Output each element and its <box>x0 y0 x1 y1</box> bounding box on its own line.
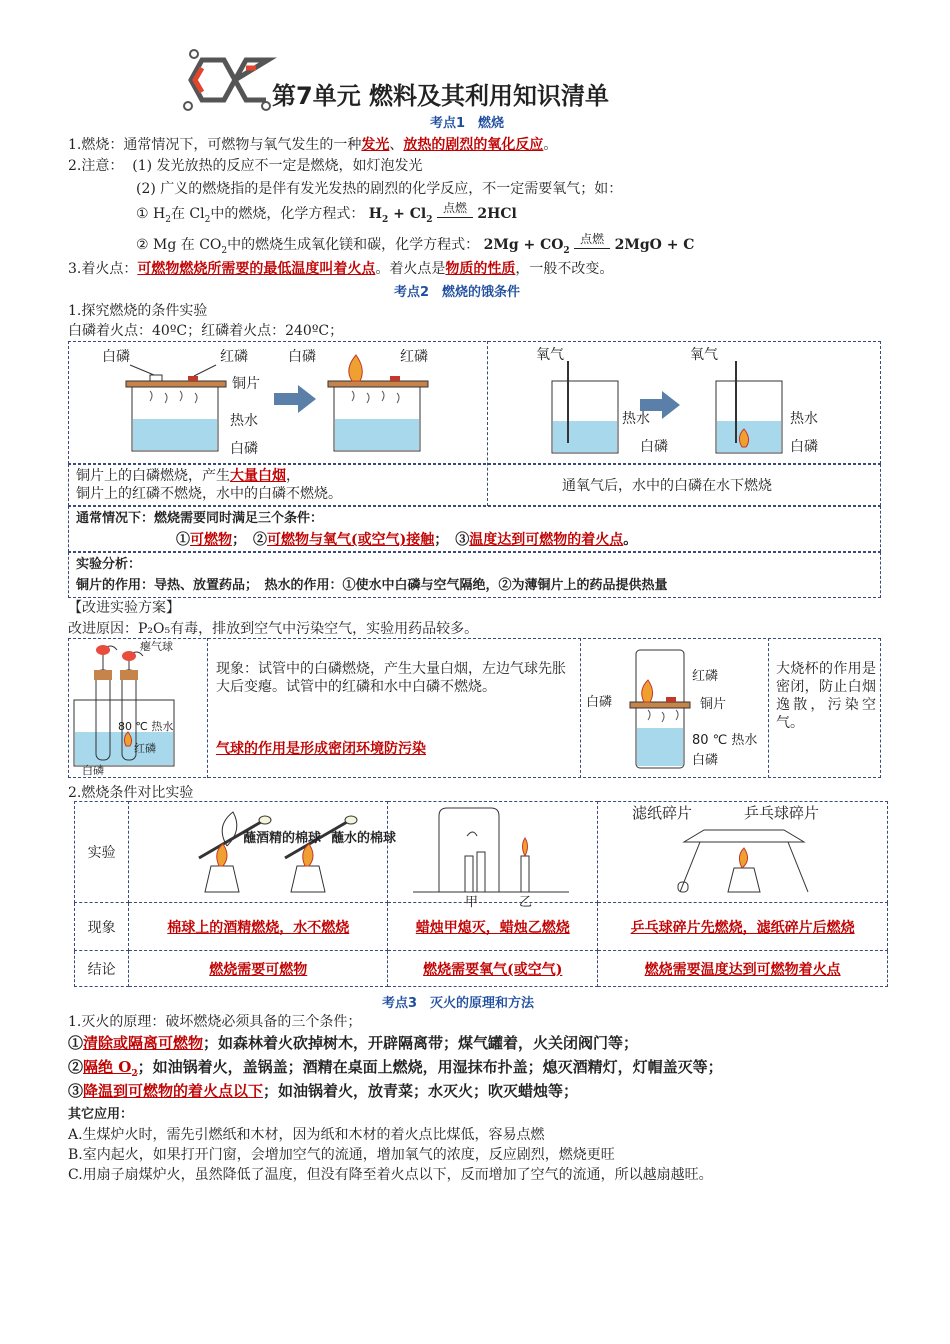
other-app-a: A.生煤炉火时，需先引燃纸和木材，因为纸和木材的着火点比煤低，容易点燃 <box>68 1127 545 1143</box>
comparison-title: 2.燃烧条件对比实验 <box>68 785 194 801</box>
method-1: ①清除或隔离可燃物；如森林着火砍掉树木，开辟隔离带；煤气罐着，火关闭阀门等； <box>68 1034 639 1052</box>
conditions-title: 通常情况下：燃烧需要同时满足三个条件： <box>76 511 324 526</box>
beaker-role: 大烧杯的作用是密闭，防止白烟逸散，污染空气。 <box>776 661 876 731</box>
svg-text:白磷: 白磷 <box>230 441 258 457</box>
extinguish-principle: 1.灭火的原理：破坏燃烧必须具备的三个条件； <box>68 1014 362 1030</box>
line-h2-cl2: ① $H_2$在 $Cl_2$中的燃烧，化学方程式： $H_2 + Cl_2$ 点燃 2HCl <box>136 201 517 225</box>
analysis-text: 铜片的作用：导热、放置药品； 热水的作用：①使水中白磷与空气隔绝，②为薄铜片上的药品提供热量 <box>76 578 668 593</box>
divider <box>768 638 769 778</box>
test-tube-figure <box>70 640 206 776</box>
beaker-experiment-figure <box>584 640 766 776</box>
improved-observation: 现象：试管中的白磷燃烧，产生大量白烟，左边气球先胀大后变瘪。试管中的红磷和水中白磷不燃烧。 <box>216 661 566 695</box>
svg-text:白磷: 白磷 <box>692 753 719 768</box>
svg-text:铜片: 铜片 <box>700 697 727 712</box>
conclusion-alcohol: 燃烧需要可燃物 <box>129 951 388 987</box>
svg-text:蘸酒精的棉球: 蘸酒精的棉球 <box>243 831 322 846</box>
result-pingpong: 乒乓球碎片先燃烧，滤纸碎片后燃烧 <box>598 903 888 951</box>
svg-text:白磷: 白磷 <box>586 695 613 710</box>
other-apps-title: 其它应用： <box>68 1107 134 1122</box>
row-label-conclusion: 结论 <box>75 951 129 987</box>
svg-text:蘸水的棉球: 蘸水的棉球 <box>331 831 397 846</box>
page-title: 第7单元 燃料及其利用知识清单 <box>272 82 610 110</box>
copper-plate-experiment-figure <box>70 343 484 463</box>
other-app-c: C.用扇子扇煤炉火，虽然降低了温度，但没有降至着火点以下，反而增加了空气的流通，所以越扇越旺。 <box>68 1167 713 1183</box>
balloon-role: 气球的作用是形成密闭环境防污染 <box>216 741 426 757</box>
line-mg-co2: ② Mg 在 $CO_2$中的燃烧生成氧化镁和碳，化学方程式： $2Mg + CO_2$ 点燃 2MgO + C <box>136 232 695 256</box>
svg-text:红磷: 红磷 <box>692 669 719 684</box>
method-2: ②隔绝 $O_2$；如油锅着火，盖锅盖；酒精在桌面上燃烧，用湿抹布扑盖；熄灭酒精灯，灯帽盖灭等； <box>68 1058 723 1079</box>
paper-pingpong-figure <box>598 802 888 903</box>
analysis-title: 实验分析： <box>76 557 142 572</box>
section-1-heading: 考点1 燃烧 <box>430 116 505 131</box>
line-notes: 2.注意： (1) 发光放热的反应不一定是燃烧，如灯泡发光 <box>68 158 423 174</box>
svg-text:红磷: 红磷 <box>134 742 156 755</box>
row-label-phenomenon: 现象 <box>75 903 129 951</box>
svg-text:甲: 甲 <box>464 895 478 910</box>
section-2-heading: 考点2 燃烧的饿条件 <box>394 285 521 300</box>
line-combustion-def: 1.燃烧：通常情况下，可燃物与氧气发生的一种发光、放热的剧烈的氧化反应。 <box>68 137 558 153</box>
svg-text:热水: 热水 <box>230 413 258 429</box>
divider <box>580 638 581 778</box>
result-alcohol: 棉球上的酒精燃烧，水不燃烧 <box>129 903 388 951</box>
candle-figure <box>388 802 598 910</box>
svg-text:铜片: 铜片 <box>232 376 260 392</box>
line-ignition-points: 白磷着火点：40ºC；红磷着火点：240ºC； <box>68 323 344 339</box>
observation-right: 通氧气后，水中的白磷在水下燃烧 <box>562 478 772 494</box>
oxygen-experiment-figure <box>490 343 878 463</box>
result-candle: 蜡烛甲熄灭，蜡烛乙燃烧 <box>388 903 598 951</box>
improved-title: 【改进实验方案】 <box>68 600 180 616</box>
line-note-2: (2) 广义的燃烧指的是伴有发光发热的剧烈的化学反应，不一定需要氧气；如： <box>136 181 623 197</box>
svg-text:乒乓球碎片: 乒乓球碎片 <box>743 804 819 822</box>
svg-text:滤纸碎片: 滤纸碎片 <box>631 804 692 822</box>
svg-text:热水: 热水 <box>622 411 650 427</box>
improved-reason: 改进原因：P₂O₅有毒，排放到空气中污染空气，实验用药品较多。 <box>68 621 479 637</box>
svg-text:白磷: 白磷 <box>640 439 668 455</box>
observation-left: 铜片上的白磷燃烧，产生大量白烟， 铜片上的红磷不燃烧，水中的白磷不燃烧。 <box>76 468 342 502</box>
comparison-table <box>74 801 888 987</box>
hexagon-logo-icon <box>180 48 272 114</box>
section-3-heading: 考点3 灭火的原理和方法 <box>382 996 535 1011</box>
svg-text:白磷: 白磷 <box>82 764 104 777</box>
svg-text:80 ℃ 热水: 80 ℃ 热水 <box>118 720 174 733</box>
conditions-list: ①可燃物； ②可燃物与氧气(或空气)接触； ③温度达到可燃物的着火点。 <box>176 532 638 548</box>
svg-text:80 ℃ 热水: 80 ℃ 热水 <box>692 733 758 748</box>
other-app-b: B.室内起火，如果打开门窗，会增加空气的流通，增加氧气的浓度，反应剧烈，燃烧更旺 <box>68 1147 615 1163</box>
svg-text:红磷: 红磷 <box>400 349 428 365</box>
svg-text:瘪气球: 瘪气球 <box>140 640 173 653</box>
svg-text:白磷: 白磷 <box>790 439 818 455</box>
conclusion-candle: 燃烧需要氧气(或空气) <box>388 951 598 987</box>
svg-text:白磷: 白磷 <box>102 349 130 365</box>
conclusion-pingpong: 燃烧需要温度达到可燃物着火点 <box>598 951 888 987</box>
method-3: ③降温到可燃物的着火点以下；如油锅着火，放青菜；水灭火；吹灭蜡烛等； <box>68 1082 579 1100</box>
svg-text:氧气: 氧气 <box>536 347 564 363</box>
line-ignition-point: 3.着火点：可燃物燃烧所需要的最低温度叫着火点。着火点是物质的性质，一般不改变。 <box>68 261 614 277</box>
svg-text:氧气: 氧气 <box>690 347 718 363</box>
row-label-experiment: 实验 <box>75 802 129 903</box>
alcohol-cotton-figure <box>129 802 397 903</box>
svg-text:乙: 乙 <box>518 895 532 910</box>
svg-text:热水: 热水 <box>790 411 818 427</box>
svg-text:白磷: 白磷 <box>288 349 316 365</box>
line-experiment-title: 1.探究燃烧的条件实验 <box>68 303 208 319</box>
svg-text:红磷: 红磷 <box>220 349 248 365</box>
divider <box>207 638 208 778</box>
